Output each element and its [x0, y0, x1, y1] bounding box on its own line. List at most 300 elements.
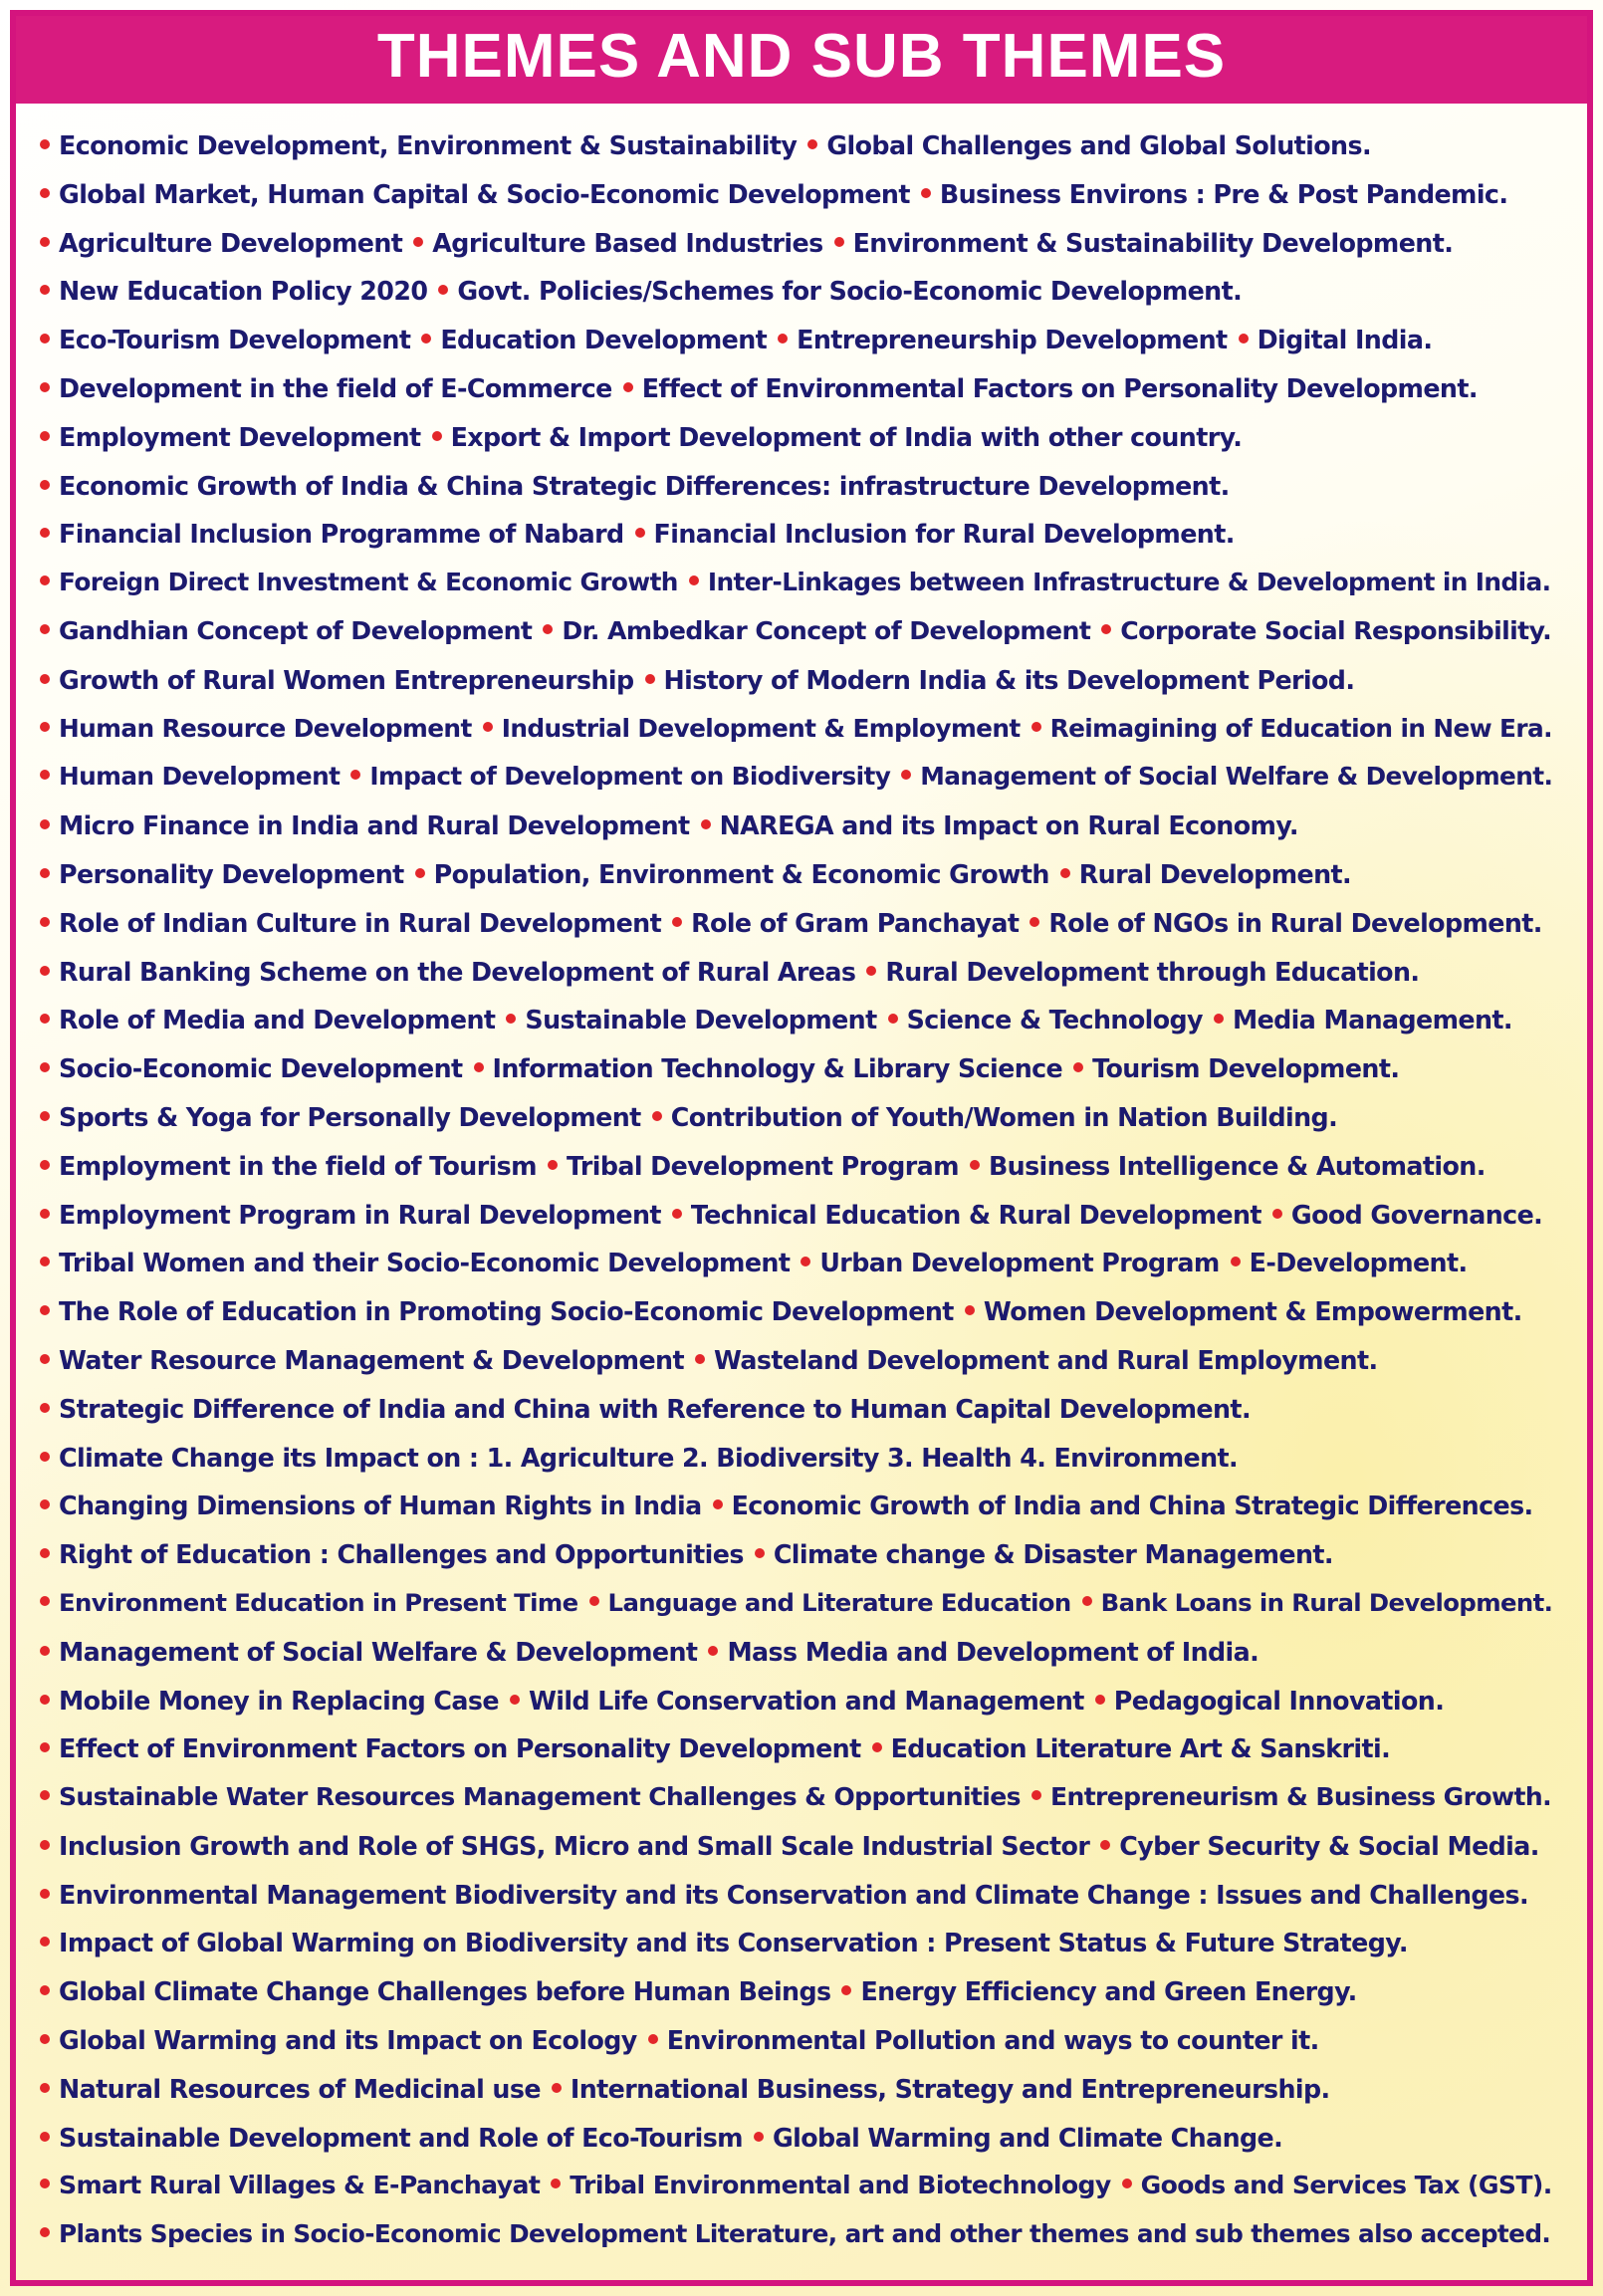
theme-text: Good Governance.	[1290, 1199, 1543, 1230]
theme-row	[40, 1093, 1573, 1142]
theme-item	[40, 1053, 463, 1083]
theme-text: History of Modern India & its Development Period.	[663, 664, 1355, 695]
theme-text: Employment in the field of Tourism	[59, 1150, 537, 1181]
theme-text: Sustainable Water Resources Management Challenges & Opportunities	[59, 1782, 1021, 1812]
bullet-icon	[778, 334, 788, 344]
theme-row	[40, 559, 1573, 607]
theme-text: Eco-Tourism Development	[59, 325, 411, 355]
theme-item	[40, 1733, 861, 1763]
bullet-icon	[1073, 1062, 1083, 1072]
theme-item	[40, 1491, 702, 1520]
theme-row	[40, 1142, 1573, 1191]
bullet-icon	[40, 1840, 50, 1850]
bullet-icon	[40, 1548, 50, 1558]
theme-item	[1073, 1053, 1399, 1083]
theme-item	[841, 1976, 1356, 2006]
theme-item	[872, 1733, 1391, 1763]
theme-text: Employment Program in Rural Development	[59, 1199, 661, 1230]
theme-item	[1060, 859, 1351, 889]
theme-row	[40, 170, 1573, 219]
bullet-icon	[415, 868, 425, 878]
theme-item	[506, 1005, 876, 1034]
bullet-icon	[713, 1499, 723, 1509]
theme-item	[635, 519, 1235, 549]
bullet-icon	[40, 1742, 50, 1752]
bullet-icon	[40, 2227, 50, 2237]
bullet-icon	[40, 1596, 50, 1606]
theme-row	[40, 607, 1573, 656]
bullet-icon	[40, 1062, 50, 1072]
bullet-icon	[40, 1499, 50, 1509]
theme-text: Global Warming and Climate Change.	[772, 2122, 1283, 2153]
bullet-icon	[40, 1452, 50, 1462]
bullet-icon	[40, 674, 50, 684]
theme-item	[778, 325, 1227, 354]
theme-row	[40, 1677, 1573, 1725]
theme-text: Sports & Yoga for Personally Development	[59, 1101, 641, 1132]
theme-item	[40, 1296, 954, 1326]
bullet-icon	[623, 382, 633, 392]
theme-text: Economic Growth of India & China Strategic Differences: infrastructure Development.	[59, 470, 1230, 501]
bullet-icon	[40, 139, 50, 149]
theme-item	[648, 2025, 1319, 2055]
theme-row	[40, 1385, 1573, 1434]
theme-item	[548, 1151, 959, 1181]
theme-text: Micro Finance in India and Rural Development	[59, 810, 690, 841]
theme-item	[1030, 908, 1541, 938]
theme-text: Agriculture Based Industries	[432, 227, 823, 258]
theme-text: Climate Change its Impact on : 1. Agriculture 2. Biodiversity 3. Health 4. Environment.	[59, 1442, 1239, 1473]
bullet-icon	[40, 819, 50, 829]
theme-item	[40, 471, 1230, 501]
theme-row	[40, 2016, 1573, 2065]
theme-row	[40, 850, 1573, 899]
bullet-icon	[40, 188, 50, 198]
theme-item	[40, 1345, 684, 1375]
bullet-icon	[1095, 1695, 1105, 1705]
theme-item	[40, 1928, 1408, 1957]
theme-item	[438, 276, 1242, 306]
theme-item	[40, 810, 690, 840]
theme-text: NAREGA and its Impact on Rural Economy.	[719, 810, 1298, 841]
bullet-icon	[834, 237, 844, 247]
theme-item	[888, 1005, 1203, 1034]
theme-row	[40, 948, 1573, 997]
bullet-icon	[901, 770, 911, 780]
theme-text: Contribution of Youth/Women in Nation Building.	[670, 1101, 1338, 1132]
theme-item	[421, 325, 767, 354]
theme-text: Entrepreneurism & Business Growth.	[1049, 1782, 1551, 1812]
bullet-icon	[755, 1548, 765, 1558]
theme-item	[652, 1102, 1337, 1132]
theme-text: Development in the field of E-Commerce	[59, 372, 612, 403]
bullet-icon	[40, 2083, 50, 2093]
theme-text: Women Development & Empowerment.	[983, 1296, 1522, 1327]
bullet-icon	[40, 868, 50, 878]
bullet-icon	[40, 2179, 50, 2188]
theme-item	[701, 810, 1298, 840]
theme-text: Education Literature Art & Sanskriti.	[890, 1733, 1391, 1764]
bullet-icon	[350, 770, 360, 780]
bullet-icon	[432, 431, 442, 441]
bullet-icon	[40, 237, 50, 247]
bullet-icon	[872, 1742, 882, 1752]
bullet-icon	[754, 2132, 764, 2142]
theme-text: Environmental Pollution and ways to counter it.	[666, 2025, 1319, 2056]
theme-text: Global Warming and its Impact on Ecology	[59, 2025, 637, 2056]
theme-text: Sustainable Development and Role of Eco-Tourism	[59, 2122, 743, 2153]
theme-text: Role of Indian Culture in Rural Development	[59, 907, 662, 938]
theme-text: Growth of Rural Women Entrepreneurship	[59, 664, 634, 695]
theme-row	[40, 1822, 1573, 1871]
theme-row	[40, 1044, 1573, 1093]
theme-item	[40, 1782, 1021, 1811]
bullet-icon	[474, 1062, 484, 1072]
theme-text: Dr. Ambedkar Concept of Development	[562, 615, 1091, 645]
theme-text: Global Challenges and Global Solutions.	[826, 130, 1371, 160]
bullet-icon	[695, 1354, 705, 1364]
page-title: THEMES AND SUB THEMES	[376, 22, 1227, 91]
theme-text: Entrepreneurship Development	[797, 325, 1228, 355]
theme-text: Bank Loans in Rural Development.	[1100, 1587, 1553, 1617]
theme-item	[1239, 325, 1433, 354]
theme-item	[552, 2074, 1330, 2104]
theme-row	[40, 802, 1573, 850]
bullet-icon	[672, 1209, 682, 1219]
bullet-icon	[970, 1160, 980, 1170]
bullet-icon	[1231, 1257, 1241, 1266]
bullet-icon	[40, 575, 50, 585]
theme-item	[40, 422, 421, 452]
bullet-icon	[672, 917, 682, 927]
theme-item	[40, 1588, 578, 1617]
bullet-icon	[40, 2132, 50, 2142]
theme-row	[40, 1191, 1573, 1240]
theme-row	[40, 899, 1573, 948]
bullet-icon	[40, 917, 50, 927]
theme-row	[40, 219, 1573, 268]
theme-item	[1082, 1588, 1553, 1617]
theme-row	[40, 2162, 1573, 2210]
theme-item	[754, 2123, 1282, 2153]
bullet-icon	[40, 1889, 50, 1899]
theme-item	[1122, 2171, 1552, 2199]
theme-row	[40, 267, 1573, 316]
theme-row	[40, 996, 1573, 1044]
bullet-icon	[1272, 1209, 1282, 1219]
theme-text: Language and Literature Education	[607, 1587, 1071, 1617]
theme-item	[40, 2074, 541, 2104]
theme-row	[40, 1287, 1573, 1336]
theme-text: Energy Efficiency and Green Energy.	[860, 1976, 1357, 2007]
theme-text: Science & Technology	[906, 1005, 1203, 1035]
bullet-icon	[652, 1111, 662, 1121]
theme-item	[40, 2219, 1550, 2248]
bullet-icon	[40, 1646, 50, 1656]
theme-item	[755, 1539, 1333, 1569]
bullet-icon	[40, 1257, 50, 1266]
bullet-icon	[40, 431, 50, 441]
theme-text: Technical Education & Rural Development	[690, 1199, 1261, 1230]
theme-text: Impact of Development on Biodiversity	[369, 762, 891, 792]
theme-text: E-Development.	[1249, 1248, 1468, 1278]
theme-row	[40, 316, 1573, 364]
theme-row	[40, 1336, 1573, 1385]
bullet-icon	[552, 2083, 562, 2093]
theme-text: Management of Social Welfare & Development.	[920, 762, 1553, 792]
bullet-icon	[866, 966, 876, 976]
theme-text: Financial Inclusion for Rural Development.	[653, 519, 1235, 550]
bullet-icon	[543, 624, 553, 634]
theme-text: Sustainable Development	[525, 1005, 877, 1035]
bullet-icon	[1214, 1014, 1224, 1024]
bullet-icon	[40, 382, 50, 392]
theme-item	[623, 373, 1478, 403]
bullet-icon	[965, 1305, 975, 1315]
theme-item	[1101, 616, 1551, 645]
theme-row	[40, 1530, 1573, 1579]
theme-text: Business Intelligence & Automation.	[988, 1150, 1486, 1181]
theme-item	[40, 373, 612, 403]
theme-text: Financial Inclusion Programme of Nabard	[59, 519, 624, 550]
theme-text: Urban Development Program	[819, 1248, 1220, 1278]
bullet-icon	[1239, 334, 1249, 344]
theme-text: Wasteland Development and Rural Employment.	[713, 1344, 1378, 1375]
theme-row	[40, 2114, 1573, 2163]
theme-text: The Role of Education in Promoting Socio-Economic Development	[59, 1296, 954, 1327]
themes-list	[40, 121, 1573, 2259]
theme-text: Right of Education : Challenges and Opportunities	[59, 1539, 744, 1570]
theme-item	[1272, 1200, 1542, 1230]
bullet-icon	[801, 1257, 810, 1266]
theme-text: Role of Gram Panchayat	[691, 907, 1020, 938]
theme-text: International Business, Strategy and Entrepreneurship.	[570, 2073, 1330, 2104]
theme-item	[40, 1686, 499, 1716]
theme-text: Gandhian Concept of Development	[59, 615, 533, 645]
theme-row	[40, 1239, 1573, 1287]
theme-text: Environmental Management Biodiversity and its Conservation and Climate Change : Issues and Challenges.	[59, 1879, 1529, 1910]
theme-text: Mobile Money in Replacing Case	[59, 1685, 499, 1716]
bullet-icon	[40, 334, 50, 344]
theme-text: Foreign Direct Investment & Economic Growth	[59, 568, 678, 597]
theme-text: Effect of Environment Factors on Personality Development	[59, 1733, 861, 1764]
bullet-icon	[841, 1985, 851, 1995]
theme-text: Export & Import Development of India with other country.	[450, 421, 1243, 452]
theme-item	[40, 1248, 790, 1277]
theme-row	[40, 462, 1573, 511]
theme-item	[40, 519, 624, 549]
theme-row	[40, 1434, 1573, 1483]
bullet-icon	[40, 2034, 50, 2044]
bullet-icon	[807, 139, 817, 149]
theme-text: Human Development	[59, 762, 341, 792]
theme-text: Goods and Services Tax (GST).	[1140, 2171, 1552, 2200]
theme-row	[40, 1919, 1573, 1967]
theme-row	[40, 705, 1573, 754]
theme-item	[713, 1491, 1533, 1520]
theme-text: Cyber Security & Social Media.	[1119, 1830, 1539, 1861]
theme-text: Impact of Global Warming on Biodiversity and its Conservation : Present Status & Future Strategy.	[59, 1928, 1408, 1958]
theme-text: Human Resource Development	[59, 713, 472, 743]
bullet-icon	[40, 1695, 50, 1705]
theme-text: Inclusion Growth and Role of SHGS, Micro and Small Scale Industrial Sector	[59, 1830, 1090, 1861]
theme-item	[1231, 1248, 1468, 1277]
bullet-icon	[506, 1014, 516, 1024]
theme-item	[551, 2171, 1110, 2199]
theme-text: Economic Development, Environment & Sustainability	[59, 130, 798, 160]
bullet-icon	[888, 1014, 898, 1024]
theme-text: Reimagining of Education in New Era.	[1049, 713, 1552, 743]
theme-text: Smart Rural Villages & E-Panchayat	[59, 2171, 541, 2200]
theme-text: Education Development	[440, 325, 768, 355]
theme-text: Tribal Women and their Socio-Economic Development	[59, 1248, 791, 1278]
theme-text: Tribal Development Program	[566, 1150, 959, 1181]
theme-row	[40, 656, 1573, 705]
theme-item	[40, 2123, 743, 2153]
theme-text: Economic Growth of India and China Strategic Differences.	[731, 1491, 1533, 1521]
theme-item	[1214, 1005, 1512, 1034]
theme-item	[415, 859, 1049, 889]
bullet-icon	[40, 1209, 50, 1219]
theme-item	[474, 1053, 1063, 1083]
bullet-icon	[438, 285, 448, 295]
theme-text: Rural Development.	[1078, 858, 1352, 889]
theme-item	[543, 616, 1090, 645]
theme-item	[589, 1588, 1071, 1617]
theme-item	[1031, 1782, 1551, 1811]
theme-item	[510, 1686, 1084, 1716]
theme-item	[645, 665, 1355, 695]
theme-item	[40, 228, 402, 258]
theme-text: Global Market, Human Capital & Socio-Economic Development	[59, 178, 910, 209]
theme-row	[40, 1482, 1573, 1530]
theme-item	[40, 1151, 537, 1181]
theme-item	[432, 422, 1243, 452]
theme-text: Information Technology & Library Science	[492, 1053, 1063, 1084]
bullet-icon	[421, 334, 431, 344]
theme-item	[672, 908, 1019, 938]
theme-item	[40, 325, 410, 354]
bullet-icon	[40, 1354, 50, 1364]
theme-item	[801, 1248, 1219, 1277]
theme-row	[40, 753, 1573, 802]
theme-item	[40, 616, 532, 645]
bullet-icon	[40, 480, 50, 490]
bullet-icon	[1082, 1596, 1092, 1606]
bullet-icon	[648, 2034, 658, 2044]
bullet-icon	[40, 528, 50, 538]
bullet-icon	[635, 528, 645, 538]
theme-text: Water Resource Management & Development	[59, 1344, 684, 1375]
theme-item	[689, 568, 1551, 596]
bullet-icon	[40, 285, 50, 295]
theme-text: Climate change & Disaster Management.	[773, 1539, 1333, 1570]
theme-text: Global Climate Change Challenges before Human Beings	[59, 1976, 831, 2007]
bullet-icon	[1031, 722, 1041, 732]
theme-item	[40, 908, 661, 938]
theme-text: Wild Life Conservation and Management	[528, 1685, 1084, 1716]
theme-text: Rural Banking Scheme on the Development of Rural Areas	[59, 956, 856, 987]
bullet-icon	[645, 674, 655, 684]
theme-item	[1031, 714, 1552, 743]
theme-item	[40, 1443, 1238, 1473]
bullet-icon	[589, 1596, 599, 1606]
theme-text: Pedagogical Innovation.	[1113, 1685, 1445, 1716]
theme-item	[40, 957, 855, 987]
theme-item	[40, 1394, 1251, 1424]
theme-text: Agriculture Development	[59, 227, 403, 258]
bullet-icon	[689, 575, 699, 585]
bullet-icon	[40, 1160, 50, 1170]
theme-text: Role of NGOs in Rural Development.	[1048, 907, 1542, 938]
bullet-icon	[1100, 1840, 1110, 1850]
theme-item	[40, 1976, 830, 2006]
theme-text: Mass Media and Development of India.	[727, 1636, 1260, 1667]
theme-text: Socio-Economic Development	[59, 1053, 463, 1084]
theme-row	[40, 121, 1573, 170]
theme-text: Tribal Environmental and Biotechnology	[570, 2171, 1111, 2200]
bullet-icon	[40, 770, 50, 780]
theme-item	[1095, 1686, 1444, 1716]
theme-item	[40, 1637, 697, 1667]
theme-text: Employment Development	[59, 421, 421, 452]
theme-item	[40, 2171, 540, 2199]
theme-row	[40, 2065, 1573, 2114]
theme-row	[40, 364, 1573, 413]
theme-item	[965, 1296, 1522, 1326]
theme-item	[350, 762, 890, 791]
theme-item	[413, 228, 822, 258]
theme-item	[483, 714, 1021, 743]
theme-text: Strategic Difference of India and China with Reference to Human Capital Development.	[59, 1393, 1251, 1424]
theme-row	[40, 1871, 1573, 1920]
theme-item	[40, 1005, 495, 1034]
bullet-icon	[40, 1985, 50, 1995]
theme-item	[40, 665, 634, 695]
theme-item	[40, 276, 427, 306]
theme-item	[40, 1102, 641, 1132]
theme-text: Business Environs : Pre & Post Pandemic.	[939, 178, 1508, 209]
theme-item	[672, 1200, 1261, 1230]
bullet-icon	[708, 1646, 718, 1656]
theme-item	[866, 957, 1419, 987]
theme-row	[40, 1724, 1573, 1773]
theme-text: Industrial Development & Employment	[501, 713, 1021, 743]
bullet-icon	[1101, 624, 1111, 634]
theme-row	[40, 1967, 1573, 2016]
bullet-icon	[551, 2179, 561, 2188]
bullet-icon	[40, 1014, 50, 1024]
theme-item	[40, 762, 340, 791]
bullet-icon	[921, 188, 931, 198]
theme-text: Personality Development	[59, 858, 404, 889]
theme-item	[40, 2025, 637, 2055]
theme-item	[807, 130, 1371, 160]
bullet-icon	[483, 722, 493, 732]
theme-item	[970, 1151, 1486, 1181]
title-banner	[10, 10, 1593, 104]
bullet-icon	[40, 966, 50, 976]
theme-item	[40, 1831, 1089, 1861]
theme-row	[40, 2210, 1573, 2259]
theme-text: Rural Development through Education.	[885, 956, 1420, 987]
theme-item	[1100, 1831, 1539, 1861]
theme-text: Media Management.	[1232, 1005, 1512, 1035]
theme-item	[834, 228, 1454, 258]
theme-text: Environment Education in Present Time	[59, 1587, 578, 1617]
theme-item	[708, 1637, 1259, 1667]
theme-row	[40, 1628, 1573, 1677]
